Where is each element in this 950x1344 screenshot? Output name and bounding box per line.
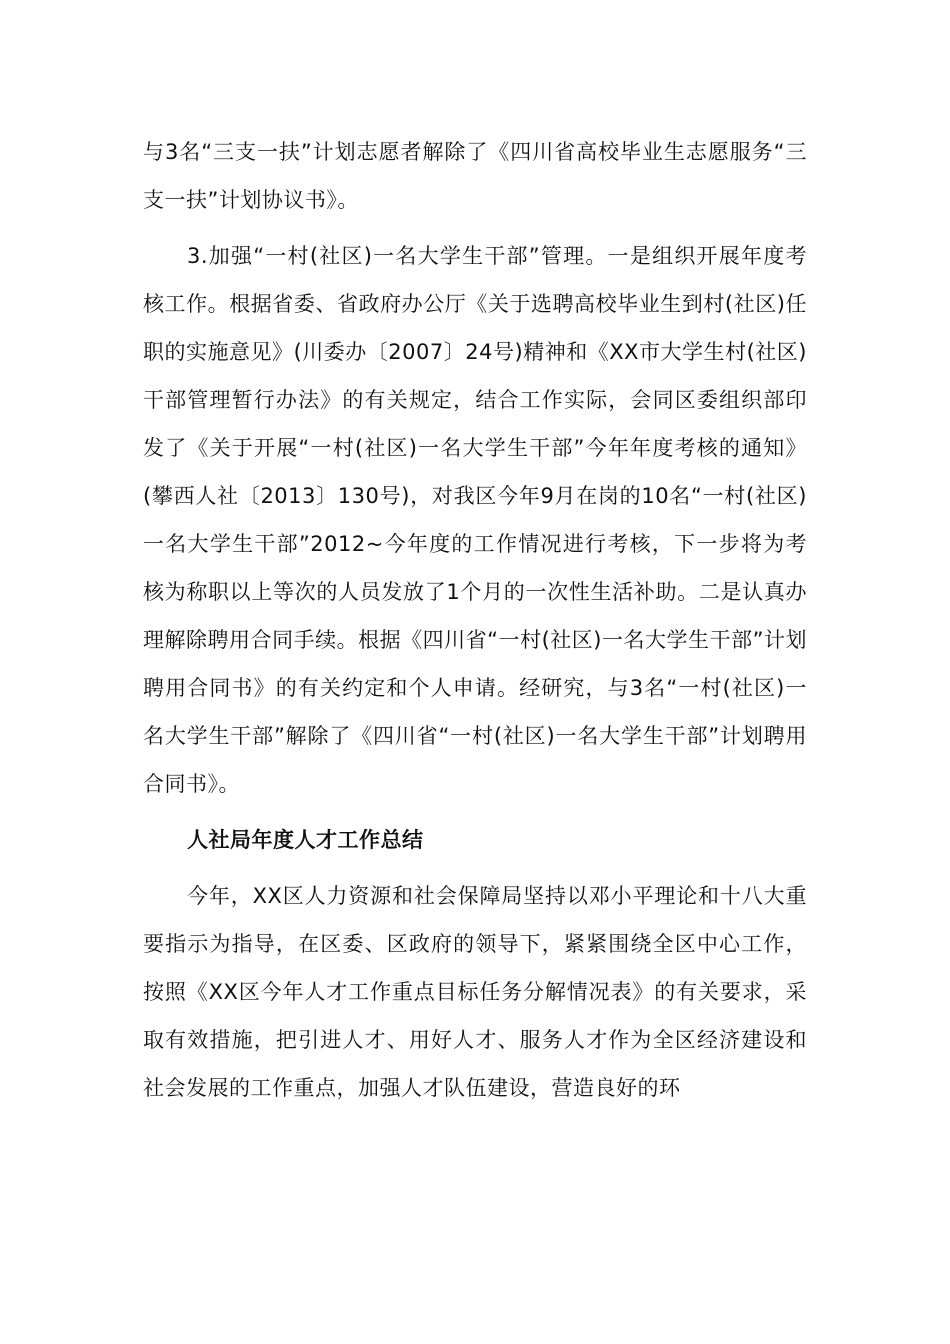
paragraph-village-cadre-management: 3.加强“一村(社区)一名大学生干部”管理。一是组织开展年度考核工作。根据省委、省政府办公厅《关于选聘高校毕业生到村(社区)任职的实施意见》(川委办〔2007〕24号)精神和《XX市大学生村(社区)干部管理暂行办法》的有关规定，结合工作实际，会同区委组织部印发了《关于开展“一村(社区)一名大学生干部”今年年度考核的通知》(攀西人社〔2013〕130号)，对我区今年9月在岗的10名“一村(社区)一名大学生干部”2012~今年度的工作情况进行考核，下一步将为考核为称职以上等次的人员发放了1个月的一次性生活补助。二是认真办理解除聘用合同手续。根据《四川省“一村(社区)一名大学生干部”计划聘用合同书》的有关约定和个人申请。经研究，与3名“一村(社区)一名大学生干部”解除了《四川省“一村(社区)一名大学生干部”计划聘用合同书》。 [143, 244, 807, 796]
section-heading: 人社局年度人才工作总结 [187, 828, 424, 852]
paragraph-volunteer-agreement: 与3名“三支一扶”计划志愿者解除了《四川省高校毕业生志愿服务“三支一扶”计划协议书》。 [143, 140, 807, 212]
document-body [143, 128, 807, 1112]
paragraph-talent-summary: 今年，XX区人力资源和社会保障局坚持以邓小平理论和十八大重要指示为指导，在区委、区政府的领导下，紧紧围绕全区中心工作，按照《XX区今年人才工作重点目标任务分解情况表》的有关要求，采取有效措施，把引进人才、用好人才、服务人才作为全区经济建设和社会发展的工作重点，加强人才队伍建设，营造良好的环 [143, 884, 807, 1100]
